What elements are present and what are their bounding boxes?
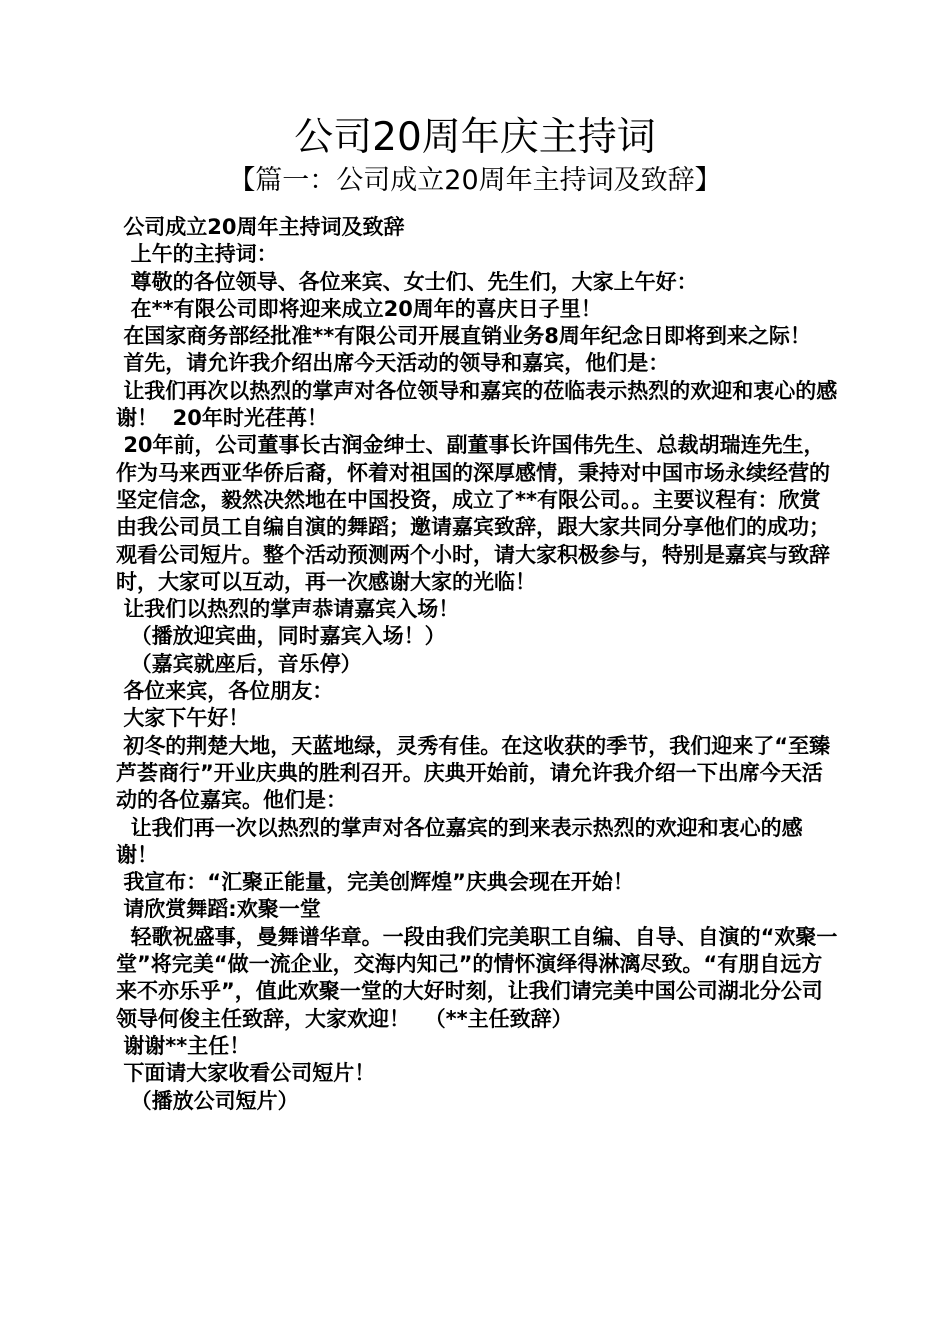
paragraph: 请欣赏舞蹈:欢聚一堂 (116, 897, 321, 922)
paragraph: 让我们以热烈的掌声恭请嘉宾入场！ (116, 597, 460, 622)
paragraph: 下面请大家收看公司短片！ (116, 1061, 376, 1086)
paragraph: 公司成立20周年主持词及致辞 (116, 215, 405, 239)
paragraph: 初冬的荆楚大地，天蓝地绿，灵秀有佳。在这收获的季节，我们迎来了“至臻芦荟商行”开业庆典的胜利召开。庆典开始前，请允许我介绍一下出席今天活动的各位嘉宾。他们是： (116, 733, 831, 813)
document-body (116, 214, 838, 1115)
paragraph: 我宣布：“汇聚正能量，完美创辉煌”庆典会现在开始！ (116, 870, 634, 895)
paragraph: （播放公司短片） (116, 1088, 299, 1113)
paragraph: （播放迎宾曲，同时嘉宾入场！） (116, 624, 446, 649)
page-subtitle: 【篇一：公司成立20周年主持词及致辞】 (228, 165, 722, 196)
paragraph: 谢谢**主任！ (116, 1033, 251, 1058)
paragraph: 尊敬的各位领导、各位来宾、女士们、先生们，大家上午好： (116, 269, 698, 294)
paragraph: （嘉宾就座后，音乐停） (116, 651, 362, 676)
paragraph: 让我们再次以热烈的掌声对各位领导和嘉宾的莅临表示热烈的欢迎和衷心的感谢！ 20年时光荏苒！ (116, 378, 838, 431)
paragraph: 在国家商务部经批准**有限公司开展直销业务8周年纪念日即将到来之际！ (116, 324, 811, 349)
paragraph: 首先，请允许我介绍出席今天活动的领导和嘉宾，他们是： (116, 351, 670, 376)
paragraph: 在**有限公司即将迎来成立20周年的喜庆日子里！ (116, 296, 602, 321)
paragraph: 大家下午好！ (116, 706, 250, 731)
paragraph: 轻歌祝盛事，曼舞谱华章。一段由我们完美职工自编、自导、自演的“欢聚一堂”将完美“做一流企业，交海内知己”的情怀演绎得淋漓尽致。“有朋自远方来不亦乐乎”，值此欢聚一堂的大好时刻，让我们请完美中国公司湖北分公司领导何俊主任致辞，大家欢迎！ （**主任致辞） (116, 924, 838, 1031)
paragraph: 上午的主持词： (116, 242, 278, 267)
paragraph: 各位来宾，各位朋友： (116, 679, 334, 704)
paragraph: 20年前，公司董事长古润金绅士、副董事长许国伟先生、总裁胡瑞连先生，作为马来西亚华侨后裔，怀着对祖国的深厚感情，秉持对中国市场永续经营的坚定信念，毅然决然地在中国投资，成立了**有限公司。。主要议程有：欣赏由我公司员工自编自演的舞蹈；邀请嘉宾致辞，跟大家共同分享他们的成功；观看公司短片。整个活动预测两个小时，请大家积极参与，特别是嘉宾与致辞时，大家可以互动，再一次感谢大家的光临！ (116, 433, 830, 594)
paragraph: 让我们再一次以热烈的掌声对各位嘉宾的到来表示热烈的欢迎和衷心的感谢！ (116, 815, 803, 867)
page-title: 公司20周年庆主持词 (294, 115, 656, 160)
